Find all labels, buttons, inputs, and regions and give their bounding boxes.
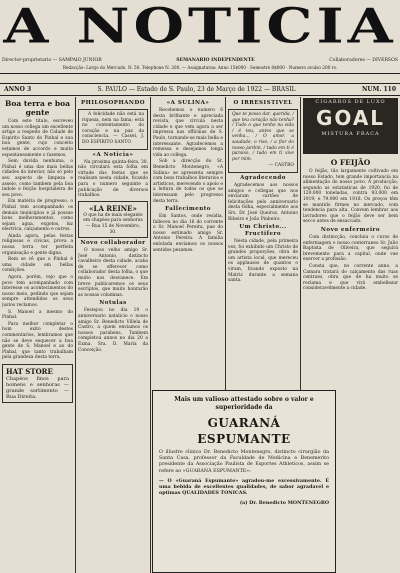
ad-text: O que ha de mais elegante em chapéos para senhoras — Rua 15 de Novembro, 30. <box>83 212 143 235</box>
paragraph: Bem se vê que o Pinhal é uma cidade em bellas condições. <box>2 257 73 274</box>
paragraph: O feijão, tão largamente cultivado em nosso Estado, tem grande importancia na alimentação do nosso povo. A producção, segundo as estatisticas de 1920, foi de 120.000 toneladas, contra 93.000 em 1919, e 79.000 em 1918. Os preços têm se mantido firmes no mercado, com tendencia para alta. Convem lembrar aos lavradores que o feijão deve ser bem secco antes de ensaccado. <box>303 169 398 225</box>
column-1 <box>2 98 73 573</box>
section-title: Novo collaborador <box>80 240 146 247</box>
issue-number: NUM. 110 <box>361 86 396 93</box>
paragraph: O nosso velho amigo Sr. José Antonio, distincto cavalheiro desta cidade, acaba de se offerecer como collaborador desta folha, o que muito nos desvanece. Em breve publicaremos os seus escriptos, que muito honrarão as nossas columnas. <box>78 248 148 298</box>
ad-title: «LA REINE» <box>89 203 137 213</box>
column-4 <box>228 98 298 388</box>
paragraph: Com distincção, concluiu o curso de enfermagem o nosso conterraneo Sr. Julio Baptista de Oliveira, que seguirá brevemente para a capital, onde vae exercer a profissão. <box>303 234 398 263</box>
paragraph: Ainda agora, pelas festas religiosas e civicas, prova a nossa terra ter perfeita organisação e gente digna. <box>2 233 73 256</box>
director-line: Director-proprietario — SAMPAIO JUNIOR <box>2 58 102 63</box>
poem-text: Que te posso dar, querida, / que teu coração não tenha? / Tudo o que tenho na vida / é teu, antes que se venha... / O amor, a saudade, o riso, / a flor do nosso jardim, / tudo em ti é paraiso, / tudo em ti vive por mim. <box>232 112 294 162</box>
paragraph: Com este titulo, escreveu um nosso collega um excellente artigo a respeito de Cidade de Espirito Santo do Pinhal e sua boa gente, cujo conceito estamos de accordo e muito espontaneamente o fazemos. <box>2 119 73 158</box>
section-title: «A Noticia» <box>92 151 134 158</box>
masthead <box>0 0 400 60</box>
paragraph: Na proxima quinta-feira, 30, não circulará esta folha em virtude das festas que se realisam nesta cidade, ficando para o numero seguinte a publicação de diversos trabalhos. <box>78 159 148 199</box>
section-title: O IRRESISTIVEL <box>233 100 293 106</box>
place-date: S. PAULO — Estado de S. Paulo, 23 de Março de 1922 — BRASIL <box>97 86 296 93</box>
goal-cigarette-ad <box>303 98 398 154</box>
paragraph: Consta que, no corrente anno, a Camara tratará do calçamento das ruas centraes, obra que de ha muito se reclama e que virá embellezar consideravelmente a cidade. <box>303 263 398 292</box>
column-divider <box>150 97 151 573</box>
column-2 <box>78 98 148 573</box>
mid-rule <box>0 83 400 84</box>
ad-top-text: CIGARROS DE LUXO <box>315 99 386 105</box>
ad-title: HAT STORE <box>6 366 53 376</box>
advert-headline: Mais um valioso attestado sobre o valor e superioridade da <box>174 396 314 411</box>
paragraph: Agradecemos aos nossos amigos e collegas que nos enviaram cartões de felicitações pelo anniversario desta folha, especialmente aos Srs. Dr. José Queiroz, Antonio Ribeiro e João Pinheiro. <box>228 182 298 222</box>
paragraph: Recebemos o numero 6 desta brilhante e apreciada revista, que circula nesta cidade e que vem agora a ser impressa nas officinas de S. Paulo, tornando-se mais bella e interessante. Agradecemos a remessa e desejamos longa vida ao collega. <box>153 108 223 158</box>
paragraph: Em Santos, onde residia, falleceu no dia 16 do corrente o Sr. Manoel Pereira, pae do nosso estimado amigo Sr. Antonio Pereira. A familia enlutada enviamos os nossos sentidos pezames. <box>153 214 223 253</box>
column-3 <box>153 98 223 388</box>
collaborators-line: Collaboradores — DIVERSOS <box>329 58 398 63</box>
top-rule <box>0 73 400 74</box>
paragraph: A felicidade não está na riqueza, nem na fama; está no contentamento do coração e na paz da consciencia. — Cassel, J. DO ESPIRITO SANTO <box>82 112 144 145</box>
la-reine-ad <box>78 201 148 238</box>
paragraph: Sob a direcção do Sr. Benedicto Montenegro, «A Sulina» se apresenta sempre com bons trabalhos literarios e artisticos, merecendo o apoio e a leitura de todos os que se interessam pelo progresso desta terra. <box>153 159 223 204</box>
poem-signature: — CASTRO <box>268 163 294 169</box>
hat-store-ad <box>2 364 73 403</box>
paragraph: Em matéria de progresso, o Pinhal tem acompanhado os demais municipios e já possue bons melhoramentos, como sejam agua, exgotos, luz electrica, calçamento e outros. <box>2 199 73 233</box>
paragraph: Para melhor completar o bom exito destes commentarios, lembramos que não se deve esquecer a boa gente de S. Manoel e ao do Pinhal, que tanto trabalham pela grandeza desta terra. <box>2 321 73 361</box>
ad-bottom-text: MISTURA FRACA <box>321 131 380 137</box>
guarana-advert <box>152 390 336 573</box>
date-rule <box>0 95 400 96</box>
advert-quote: — O «Guaraná Espumante» agradou-me excessivamente. É uma bebida de excellentes qualidades, de sabor agradavel e optimas QUALIDADES TONICAS. <box>159 477 329 497</box>
paragraph: S. Manoel a mesmo do Pinhal. <box>2 309 73 321</box>
subscription-line: Redacção: Largo do Mercado, N. 50. Telephone N. 200. — Assignaturas: Anno 15$000 · Semestre 8$000 · Numero avulso 200 rs. <box>62 65 338 70</box>
section-title: Novo enfermeiro <box>320 226 381 233</box>
section-title: Fallecimento <box>165 206 211 213</box>
paragraph: Agora, porém, vejo que o povo tem acompanhado com interesse os acontecimentos do nosso meio, pedindo que sejam sempre attendidos os seus justos reclamos. <box>2 275 73 308</box>
dateline <box>4 85 396 94</box>
year-label: ANNO 3 <box>4 86 32 93</box>
masthead-meta <box>2 58 398 64</box>
goal-logo: GOAL <box>315 106 386 130</box>
poem-box <box>228 109 298 173</box>
paragraph: Festejou no dia 19 o anniversario natalicio o nosso amigo Sr. Benedicto Villela de Castro, a quem enviamos os nossos parabens. Tambem completou annos no dia 20 a Exma. Sra. D. Maria da Conceição. <box>78 308 148 353</box>
section-title: Notulas <box>99 300 127 307</box>
article-headline: Boa terra e boa gente <box>5 99 70 117</box>
quote-box <box>78 109 148 150</box>
newspaper-title: A NOTICIA <box>3 0 397 54</box>
advert-brand: GUARANÁ ESPUMANTE <box>197 416 291 446</box>
column-divider <box>75 97 76 573</box>
paragraph: Nesta cidade, pela primeira vez, foi exhibido um Christo de grandes proporções, obra de um artista local, que mereceu os applausos de quantos o viram, ficando exposto na Matriz durante a semana santa. <box>228 239 298 284</box>
section-title: PHILOSOPHANDO <box>80 100 145 106</box>
paragraph: Sem duvida nenhuma, o Pinhal é uma das mais bellas cidades do interior, não só pelo seu aspecto de limpeza e asseio, como tambem pela boa indole e feição hospitaleira de seu povo. <box>2 159 73 198</box>
advert-signature: (a) Dr. Benedicto MONTENEGRO <box>239 500 329 507</box>
ad-text: Chapéos finos para homens e senhoras — grande sortimento — Rua Direita. <box>6 375 69 400</box>
section-title: Um Christo... Fructifero <box>239 224 287 238</box>
subtitle-line: SEMANARIO INDEPENDENTE <box>176 58 255 63</box>
advert-body: O illustre clinico Dr. Benedicto Montenegro, distincto cirurgião da Santa Casa, professor da Faculdade de Medicina e Benemerito presidente da Associação Paulista de Esportes Athleticos, assim se refere ao «GUARANÁ ESPUMANTE»: <box>159 450 329 474</box>
section-title: Agradecendo <box>240 174 286 181</box>
article-headline: O FEIJÃO <box>330 158 371 167</box>
section-title: «A SULINA» <box>166 100 210 106</box>
